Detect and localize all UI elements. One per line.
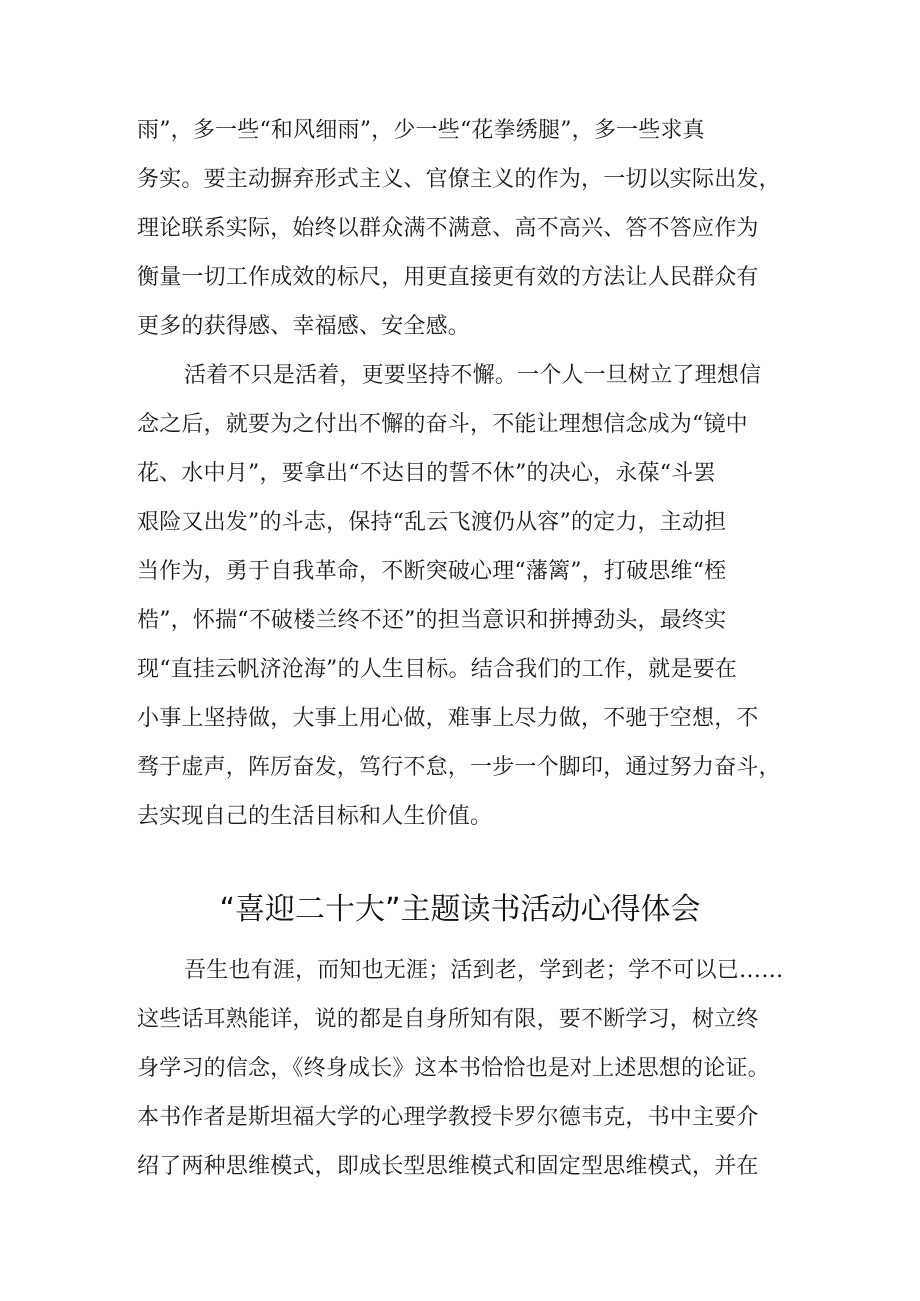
paragraph-line: 务实。要主动摒弃形式主义、官僚主义的作为，一切以实际出发， xyxy=(137,167,781,192)
paragraph-line: 梏”，怀揣“不破楼兰终不还”的担当意识和拼搏劲头，最终实 xyxy=(137,608,727,633)
paragraph-line: 小事上坚持做，大事上用心做，难事上尽力做，不驰于空想，不 xyxy=(137,706,759,731)
paragraph-line: 衡量一切工作成效的标尺，用更直接更有效的方法让人民群众有 xyxy=(137,265,759,290)
paragraph-line: 去实现自己的生活目标和人生价值。 xyxy=(137,804,493,829)
paragraph-line: 艰险又出发”的斗志，保持“乱云飞渡仍从容”的定力，主动担 xyxy=(137,510,727,535)
paragraph-line: 雨”，多一些“和风细雨”，少一些“花拳绣腿”，多一些求真 xyxy=(137,118,705,143)
paragraph-line: 当作为，勇于自我革命，不断突破心理“藩篱”，打破思维“桎 xyxy=(137,559,727,584)
paragraph-line: 吾生也有涯，而知也无涯；活到老，学到老；学不可以已…… xyxy=(184,958,784,983)
paragraph-line: 活着不只是活着，更要坚持不懈。一个人一旦树立了理想信 xyxy=(184,363,762,388)
paragraph-line: 现“直挂云帆济沧海”的人生目标。结合我们的工作，就是要在 xyxy=(137,657,738,682)
paragraph-line: 这些话耳熟能详，说的都是自身所知有限，要不断学习，树立终 xyxy=(137,1007,759,1032)
paragraph-line: 本书作者是斯坦福大学的心理学教授卡罗尔德韦克，书中主要介 xyxy=(137,1105,759,1130)
paragraph-line: 念之后，就要为之付出不懈的奋斗，不能让理想信念成为“镜中 xyxy=(137,412,748,437)
paragraph-line: 骛于虚声，阵厉奋发，笃行不怠，一步一个脚印，通过努力奋斗， xyxy=(137,755,781,780)
paragraph-line: 更多的获得感、幸福感、安全感。 xyxy=(137,314,471,339)
paragraph-line: 理论联系实际，始终以群众满不满意、高不高兴、答不答应作为 xyxy=(137,216,759,241)
paragraph-line: 身学习的信念，《终身成长》这本书恰恰也是对上述思想的论证。 xyxy=(137,1056,770,1081)
paragraph-line: 花、水中月”，要拿出“不达目的誓不休”的决心，永葆“斗罢 xyxy=(137,461,716,486)
paragraph-line: 绍了两种思维模式，即成长型思维模式和固定型思维模式，并在 xyxy=(137,1154,759,1179)
section-title: “喜迎二十大”主题读书活动心得体会 xyxy=(219,892,701,927)
